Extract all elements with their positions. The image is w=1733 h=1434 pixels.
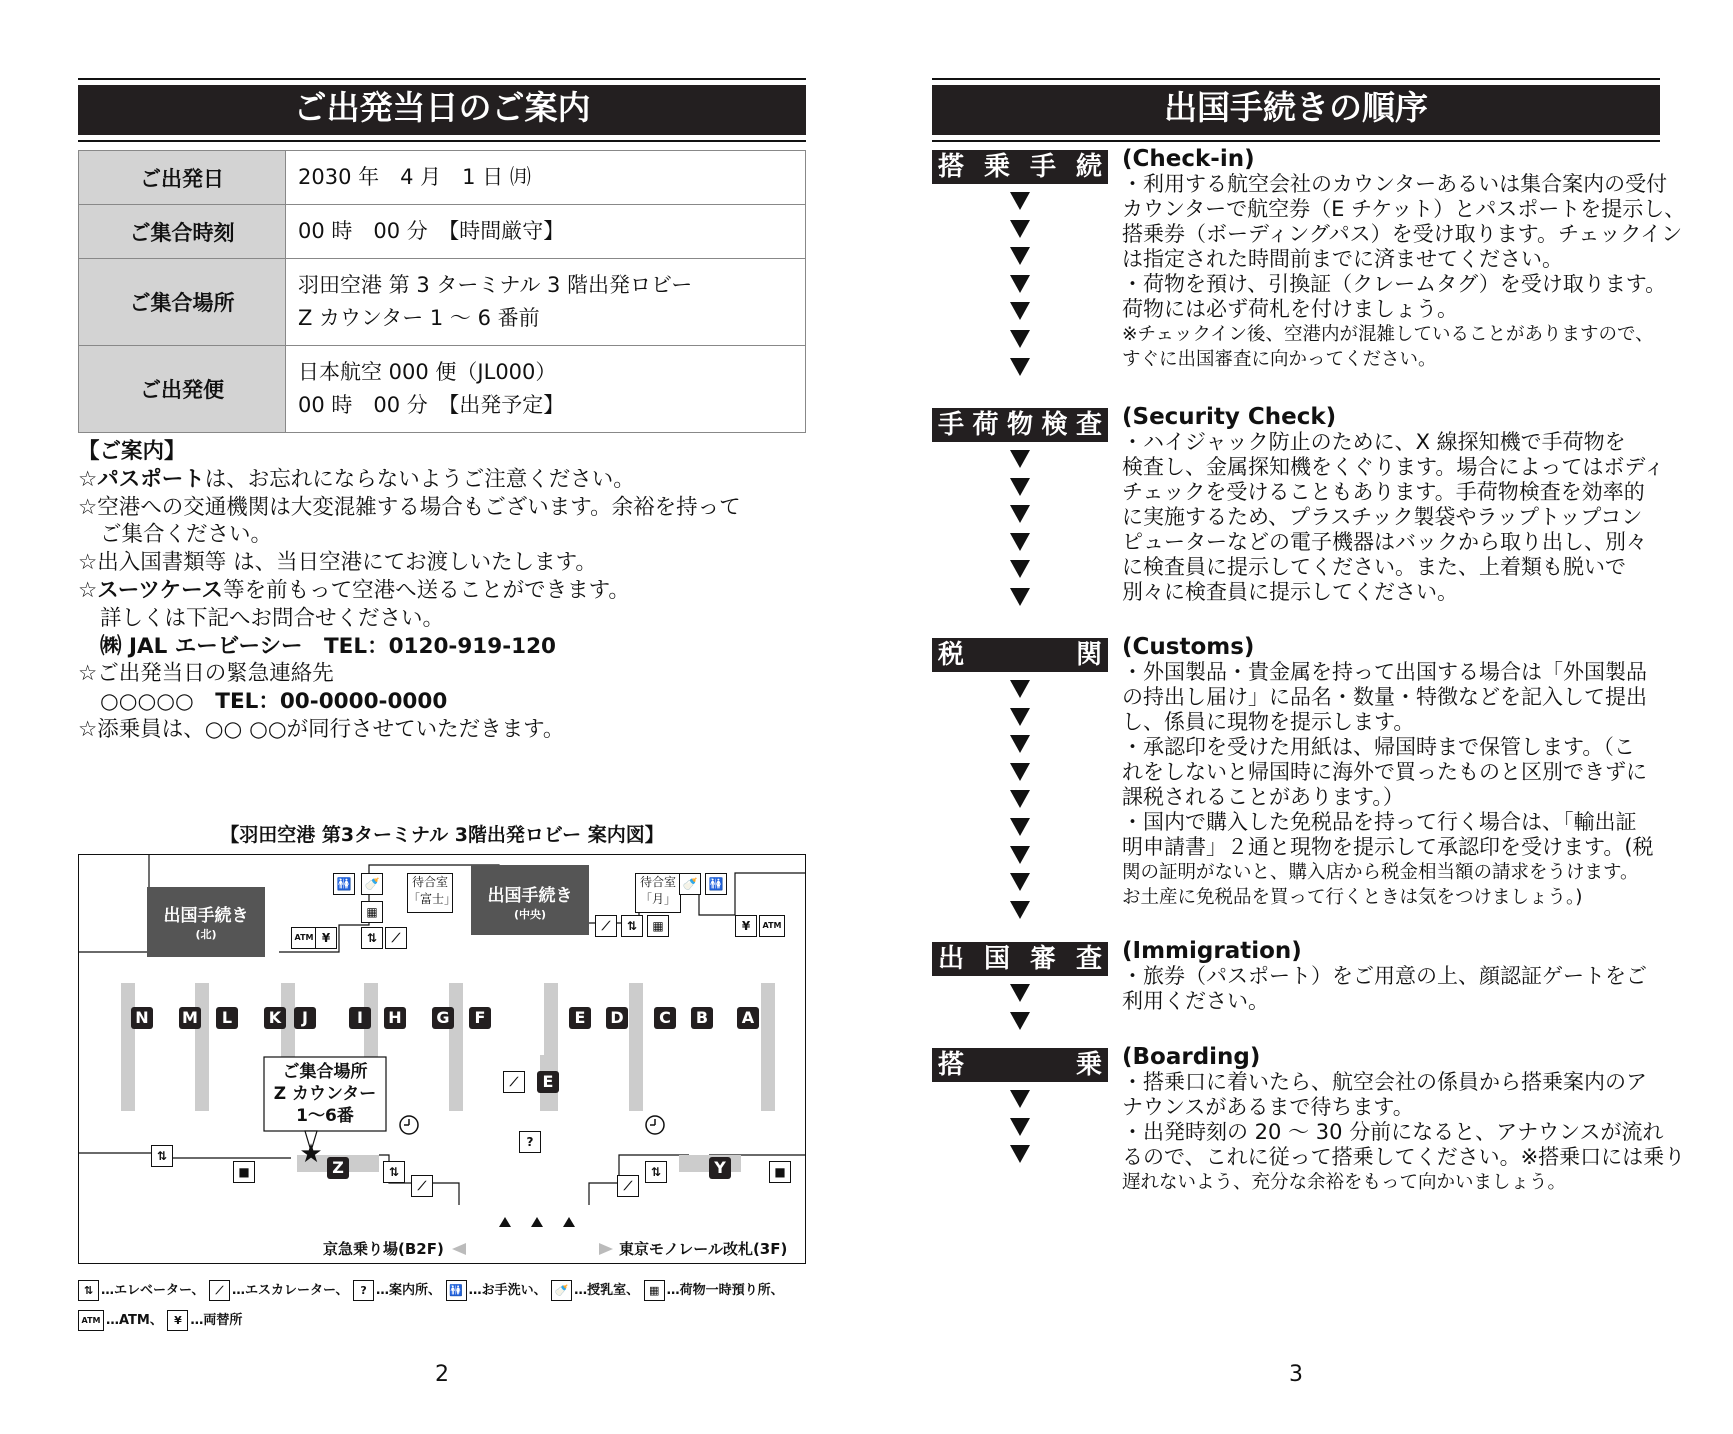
down-arrow-icon <box>1010 790 1030 808</box>
delivery-truck-icon: ■ <box>233 1161 255 1183</box>
toilet-icon: 🚻 <box>333 873 355 895</box>
description-line: 利用ください。 <box>1122 989 1269 1013</box>
flow-arrows <box>1010 984 1030 1039</box>
atm-icon: ATM <box>291 927 317 949</box>
down-arrow-icon <box>1010 901 1030 919</box>
counter-m: M <box>179 1007 201 1029</box>
nursing-room-icon: 🍼 <box>361 873 383 895</box>
row-value: 2030 年 4 月 1 日 ㈪ <box>286 151 806 205</box>
step-description <box>1122 1044 1686 1195</box>
north-departure-block: 出国手続き (北) <box>147 887 265 957</box>
counter-f: F <box>469 1007 491 1029</box>
down-arrow-icon <box>1010 588 1030 606</box>
description-line: ・外国製品・貴金属を持って出国する場合は「外国製品 <box>1122 660 1647 684</box>
description-line: ・荷物を預け、引換証（クレームタグ）を受け取ります。 <box>1122 272 1667 296</box>
table-row <box>79 259 806 346</box>
counter-a: A <box>737 1007 759 1029</box>
step-label: 手 荷 物 検 査 <box>932 408 1108 442</box>
delivery-truck-icon: ■ <box>769 1161 791 1183</box>
nursing-room-icon: 🍼 <box>679 873 701 895</box>
step-heading: (Customs) <box>1122 634 1255 660</box>
elevator-icon: ⇅ <box>151 1145 173 1167</box>
left-page <box>78 0 806 1434</box>
page-number: 3 <box>1289 1362 1303 1387</box>
counter-n: N <box>131 1007 153 1029</box>
atm-icon: ATM <box>78 1310 104 1331</box>
description-line: 搭乗券（ボーディングパス）を受け取ります。チェックイン <box>1122 222 1683 246</box>
right-page <box>932 0 1686 1434</box>
step-label: 搭 乗 手 続 <box>932 150 1108 184</box>
description-line: に検査員に提示してください。また、上着類も脱いで <box>1122 555 1626 579</box>
atm-icon: ATM <box>759 915 785 937</box>
description-line: ・ハイジャック防止のために、X 線探知機で手荷物を <box>1122 430 1626 454</box>
step-description <box>1122 146 1686 372</box>
down-arrow-icon <box>1010 708 1030 726</box>
down-arrow-icon <box>1010 735 1030 753</box>
description-line: るので、これに従って搭乗してください。※搭乗口には乗り <box>1122 1145 1686 1169</box>
step-heading: (Immigration) <box>1122 938 1302 964</box>
counter-h: H <box>384 1007 406 1029</box>
step-heading: (Check-in) <box>1122 146 1255 172</box>
row-label: ご集合場所 <box>79 259 286 346</box>
description-line: 明申請書」２通と現物を提示して承認印を受けます。(税 <box>1122 835 1654 859</box>
flow-arrows <box>1010 192 1030 385</box>
flow-arrows <box>1010 1090 1030 1173</box>
escalator-icon: ⟋ <box>411 1175 433 1197</box>
counter-i: I <box>349 1007 371 1029</box>
right-title-banner <box>932 78 1660 142</box>
table-row <box>79 205 806 259</box>
down-arrow-icon <box>1010 330 1030 348</box>
counter-e: E <box>569 1007 591 1029</box>
down-arrow-icon <box>1010 680 1030 698</box>
down-arrow-icon <box>1010 560 1030 578</box>
currency-exchange-icon: ¥ <box>315 927 337 949</box>
map-title: 【羽田空港 第3ターミナル 3階出発ロビー 案内図】 <box>220 824 664 846</box>
row-label: ご出発便 <box>79 346 286 433</box>
row-label: ご集合時刻 <box>79 205 286 259</box>
step-label: 税 関 <box>932 638 1108 672</box>
down-arrow-icon <box>1010 1118 1030 1136</box>
guidance-notes <box>78 438 806 744</box>
description-line: ・出発時刻の 20 ～ 30 分前になると、アナウンスが流れ <box>1122 1120 1664 1144</box>
description-line: ・承認印を受けた用紙は、帰国時まで保管します。（こ <box>1122 735 1635 759</box>
counter-c: C <box>654 1007 676 1029</box>
left-title-banner <box>78 78 806 142</box>
waiting-room-fuji: 待合室 「富士」 <box>407 873 453 913</box>
contact-company: ㈱ JAL エービーシー TEL：0120-919-120 <box>100 633 557 659</box>
counter-j: J <box>294 1007 316 1029</box>
description-line: ・旅券（パスポート）をご用意の上、顔認証ゲートをご <box>1122 964 1647 988</box>
svg-text:★: ★ <box>299 1139 323 1169</box>
step-description <box>1122 635 1662 910</box>
page-title: 出国手続きの順序 <box>932 85 1660 135</box>
description-line: 荷物には必ず荷札を付けましょう。 <box>1122 297 1458 321</box>
down-arrow-icon <box>1010 450 1030 468</box>
description-line: の持出し届け」に品名・数量・特徴などを記入して提出 <box>1122 685 1647 709</box>
down-arrow-icon <box>1010 220 1030 238</box>
counter-d: D <box>606 1007 628 1029</box>
description-line: 課税されることがあります。） <box>1122 785 1404 809</box>
description-line: ピューターなどの電子機器はバックから取り出し、別々 <box>1122 530 1647 554</box>
waiting-room-tsuki: 待合室 「月」 <box>635 873 681 913</box>
meeting-point-callout: ご集合場所 Z カウンター 1～6番 <box>273 1062 377 1126</box>
down-arrow-icon <box>1010 1012 1030 1030</box>
counter-y: Y <box>709 1157 731 1179</box>
table-row <box>79 151 806 205</box>
keikyu-label: 京急乗り場(B2F) <box>323 1240 444 1258</box>
note-item: ☆スーツケース等を前もって空港へ送ることができます。 <box>78 577 630 603</box>
description-line: ナウンスがあるまで待ちます。 <box>1122 1095 1414 1119</box>
table-row <box>79 346 806 433</box>
down-arrow-icon <box>1010 873 1030 891</box>
counter-l: L <box>216 1007 238 1029</box>
step-label: 搭 乗 <box>932 1048 1108 1082</box>
counter-b: B <box>691 1007 713 1029</box>
row-value: 日本航空 000 便（JL000） 00 時 00 分 【出発予定】 <box>286 346 806 433</box>
note-item: ☆パスポートは、お忘れにならないようご注意ください。 <box>78 466 635 492</box>
flow-arrows <box>1010 450 1030 616</box>
description-line: ・搭乗口に着いたら、航空会社の係員から搭乗案内のア <box>1122 1070 1647 1094</box>
step-heading: (Boarding) <box>1122 1044 1261 1070</box>
elevator-icon: ⇅ <box>621 915 643 937</box>
note-item: ☆出入国書類等 は、当日空港にてお渡しいたします。 <box>78 550 597 576</box>
pillars <box>121 983 775 1111</box>
step-label: 出 国 審 査 <box>932 942 1108 976</box>
note-item: ☆空港への交通機関は大変混雑する場合もございます。余裕を持って <box>78 494 741 520</box>
row-value: 00 時 00 分 【時間厳守】 <box>286 205 806 259</box>
down-arrow-icon <box>1010 1090 1030 1108</box>
down-arrow-icon <box>1010 1145 1030 1163</box>
row-value: 羽田空港 第 3 ターミナル 3 階出発ロビー Z カウンター 1 ～ 6 番前 <box>286 259 806 346</box>
description-line: に実施するため、プラスチック製袋やラップトップコン <box>1122 505 1643 529</box>
baggage-storage-icon: ▦ <box>647 915 669 937</box>
down-arrow-icon <box>1010 478 1030 496</box>
down-arrow-icon <box>1010 275 1030 293</box>
counter-k: K <box>264 1007 286 1029</box>
down-arrow-icon <box>1010 533 1030 551</box>
elevator-icon: ⇅ <box>361 927 383 949</box>
note-item-cont: ご集合ください。 <box>100 522 273 548</box>
step-description <box>1122 939 1662 1014</box>
note-line: 遅れないよう、充分な余裕をもって向かいましょう。 <box>1122 1172 1567 1193</box>
down-arrow-icon <box>1010 984 1030 1002</box>
step-heading: (Security Check) <box>1122 404 1337 430</box>
currency-exchange-icon: ¥ <box>167 1310 188 1331</box>
down-arrow-icon <box>1010 192 1030 210</box>
description-line: カウンターで航空券（E チケット）とパスポートを提示し、 <box>1122 197 1686 221</box>
description-line: ・利用する航空会社のカウンターあるいは集合案内の受付 <box>1122 172 1668 196</box>
elevator-icon: ⇅ <box>78 1280 99 1301</box>
counter-g: G <box>432 1007 454 1029</box>
escalator-icon: ⟋ <box>385 927 407 949</box>
description-line: は指定された時間前までに済ませてください。 <box>1122 247 1563 271</box>
down-arrow-icon <box>1010 302 1030 320</box>
departure-info-table <box>78 150 806 433</box>
information-icon: ? <box>353 1280 374 1301</box>
counter-e-secondary: E <box>537 1071 559 1093</box>
note-line: お土産に免税品を買って行くときは気をつけましょう。) <box>1122 887 1583 908</box>
note-line: 関の証明がないと、購入店から税金相当額の請求をうけます。 <box>1122 862 1639 883</box>
down-arrow-icon <box>1010 358 1030 376</box>
emergency-contact: ○○○○○ TEL：00-0000-0000 <box>100 689 448 715</box>
baggage-storage-icon: ▦ <box>361 901 383 923</box>
down-arrow-icon <box>1010 763 1030 781</box>
monorail-label: 東京モノレール改札(3F) <box>619 1240 788 1258</box>
page-title: ご出発当日のご案内 <box>78 85 806 135</box>
page-number: 2 <box>435 1362 449 1387</box>
down-arrow-icon <box>1010 247 1030 265</box>
map-legend: ⇅ …エレベーター、 ⟋ …エスカレーター、 ? …案内所、 🚻 …お手洗い、 🍼 …授乳室、 ▦ …荷物一時預り所、 ATM …ATM、 ¥ …両替所 <box>78 1276 806 1336</box>
baggage-storage-icon: ▦ <box>644 1280 665 1301</box>
escalator-icon: ⟋ <box>617 1175 639 1197</box>
escalator-icon: ⟋ <box>595 915 617 937</box>
nursing-room-icon: 🍼 <box>551 1280 572 1301</box>
note-line: すぐに出国審査に向かってください。 <box>1122 349 1437 370</box>
row-label: ご出発日 <box>79 151 286 205</box>
notes-heading: 【ご案内】 <box>78 439 186 464</box>
terminal-map <box>78 854 806 1264</box>
note-item: ☆ご出発当日の緊急連絡先 <box>78 661 334 687</box>
note-item-cont: 詳しくは下記へお問合せください。 <box>100 605 445 631</box>
counter-z: Z <box>327 1157 349 1179</box>
description-line: 別々に検査員に提示してください。 <box>1122 580 1458 604</box>
information-icon: ? <box>519 1131 541 1153</box>
central-departure-block: 出国手続き (中央) <box>471 865 589 935</box>
toilet-icon: 🚻 <box>446 1280 467 1301</box>
note-line: ※チェックイン後、空港内が混雑していることがありますので、 <box>1122 324 1654 345</box>
escalator-icon: ⟋ <box>209 1280 230 1301</box>
description-line: ・国内で購入した免税品を持って行く場合は、「輸出証 <box>1122 810 1637 834</box>
elevator-icon: ⇅ <box>383 1161 405 1183</box>
toilet-icon: 🚻 <box>705 873 727 895</box>
counter-row <box>79 1007 805 1031</box>
flow-arrows <box>1010 680 1030 928</box>
currency-exchange-icon: ¥ <box>735 915 757 937</box>
elevator-icon: ⇅ <box>645 1161 667 1183</box>
description-line: 検査し、金属探知機をくぐります。場合によってはボディ <box>1122 455 1665 479</box>
description-line: れをしないと帰国時に海外で買ったものと区別できずに <box>1122 760 1647 784</box>
step-description <box>1122 404 1665 605</box>
down-arrow-icon <box>1010 818 1030 836</box>
down-arrow-icon <box>1010 505 1030 523</box>
description-line: し、係員に現物を提示します。 <box>1122 710 1415 734</box>
description-line: チェックを受けることもあります。手荷物検査を効率的 <box>1122 480 1645 504</box>
note-item: ☆添乗員は、○○ ○○が同行させていただきます。 <box>78 716 565 742</box>
down-arrow-icon <box>1010 846 1030 864</box>
escalator-icon: ⟋ <box>503 1071 525 1093</box>
